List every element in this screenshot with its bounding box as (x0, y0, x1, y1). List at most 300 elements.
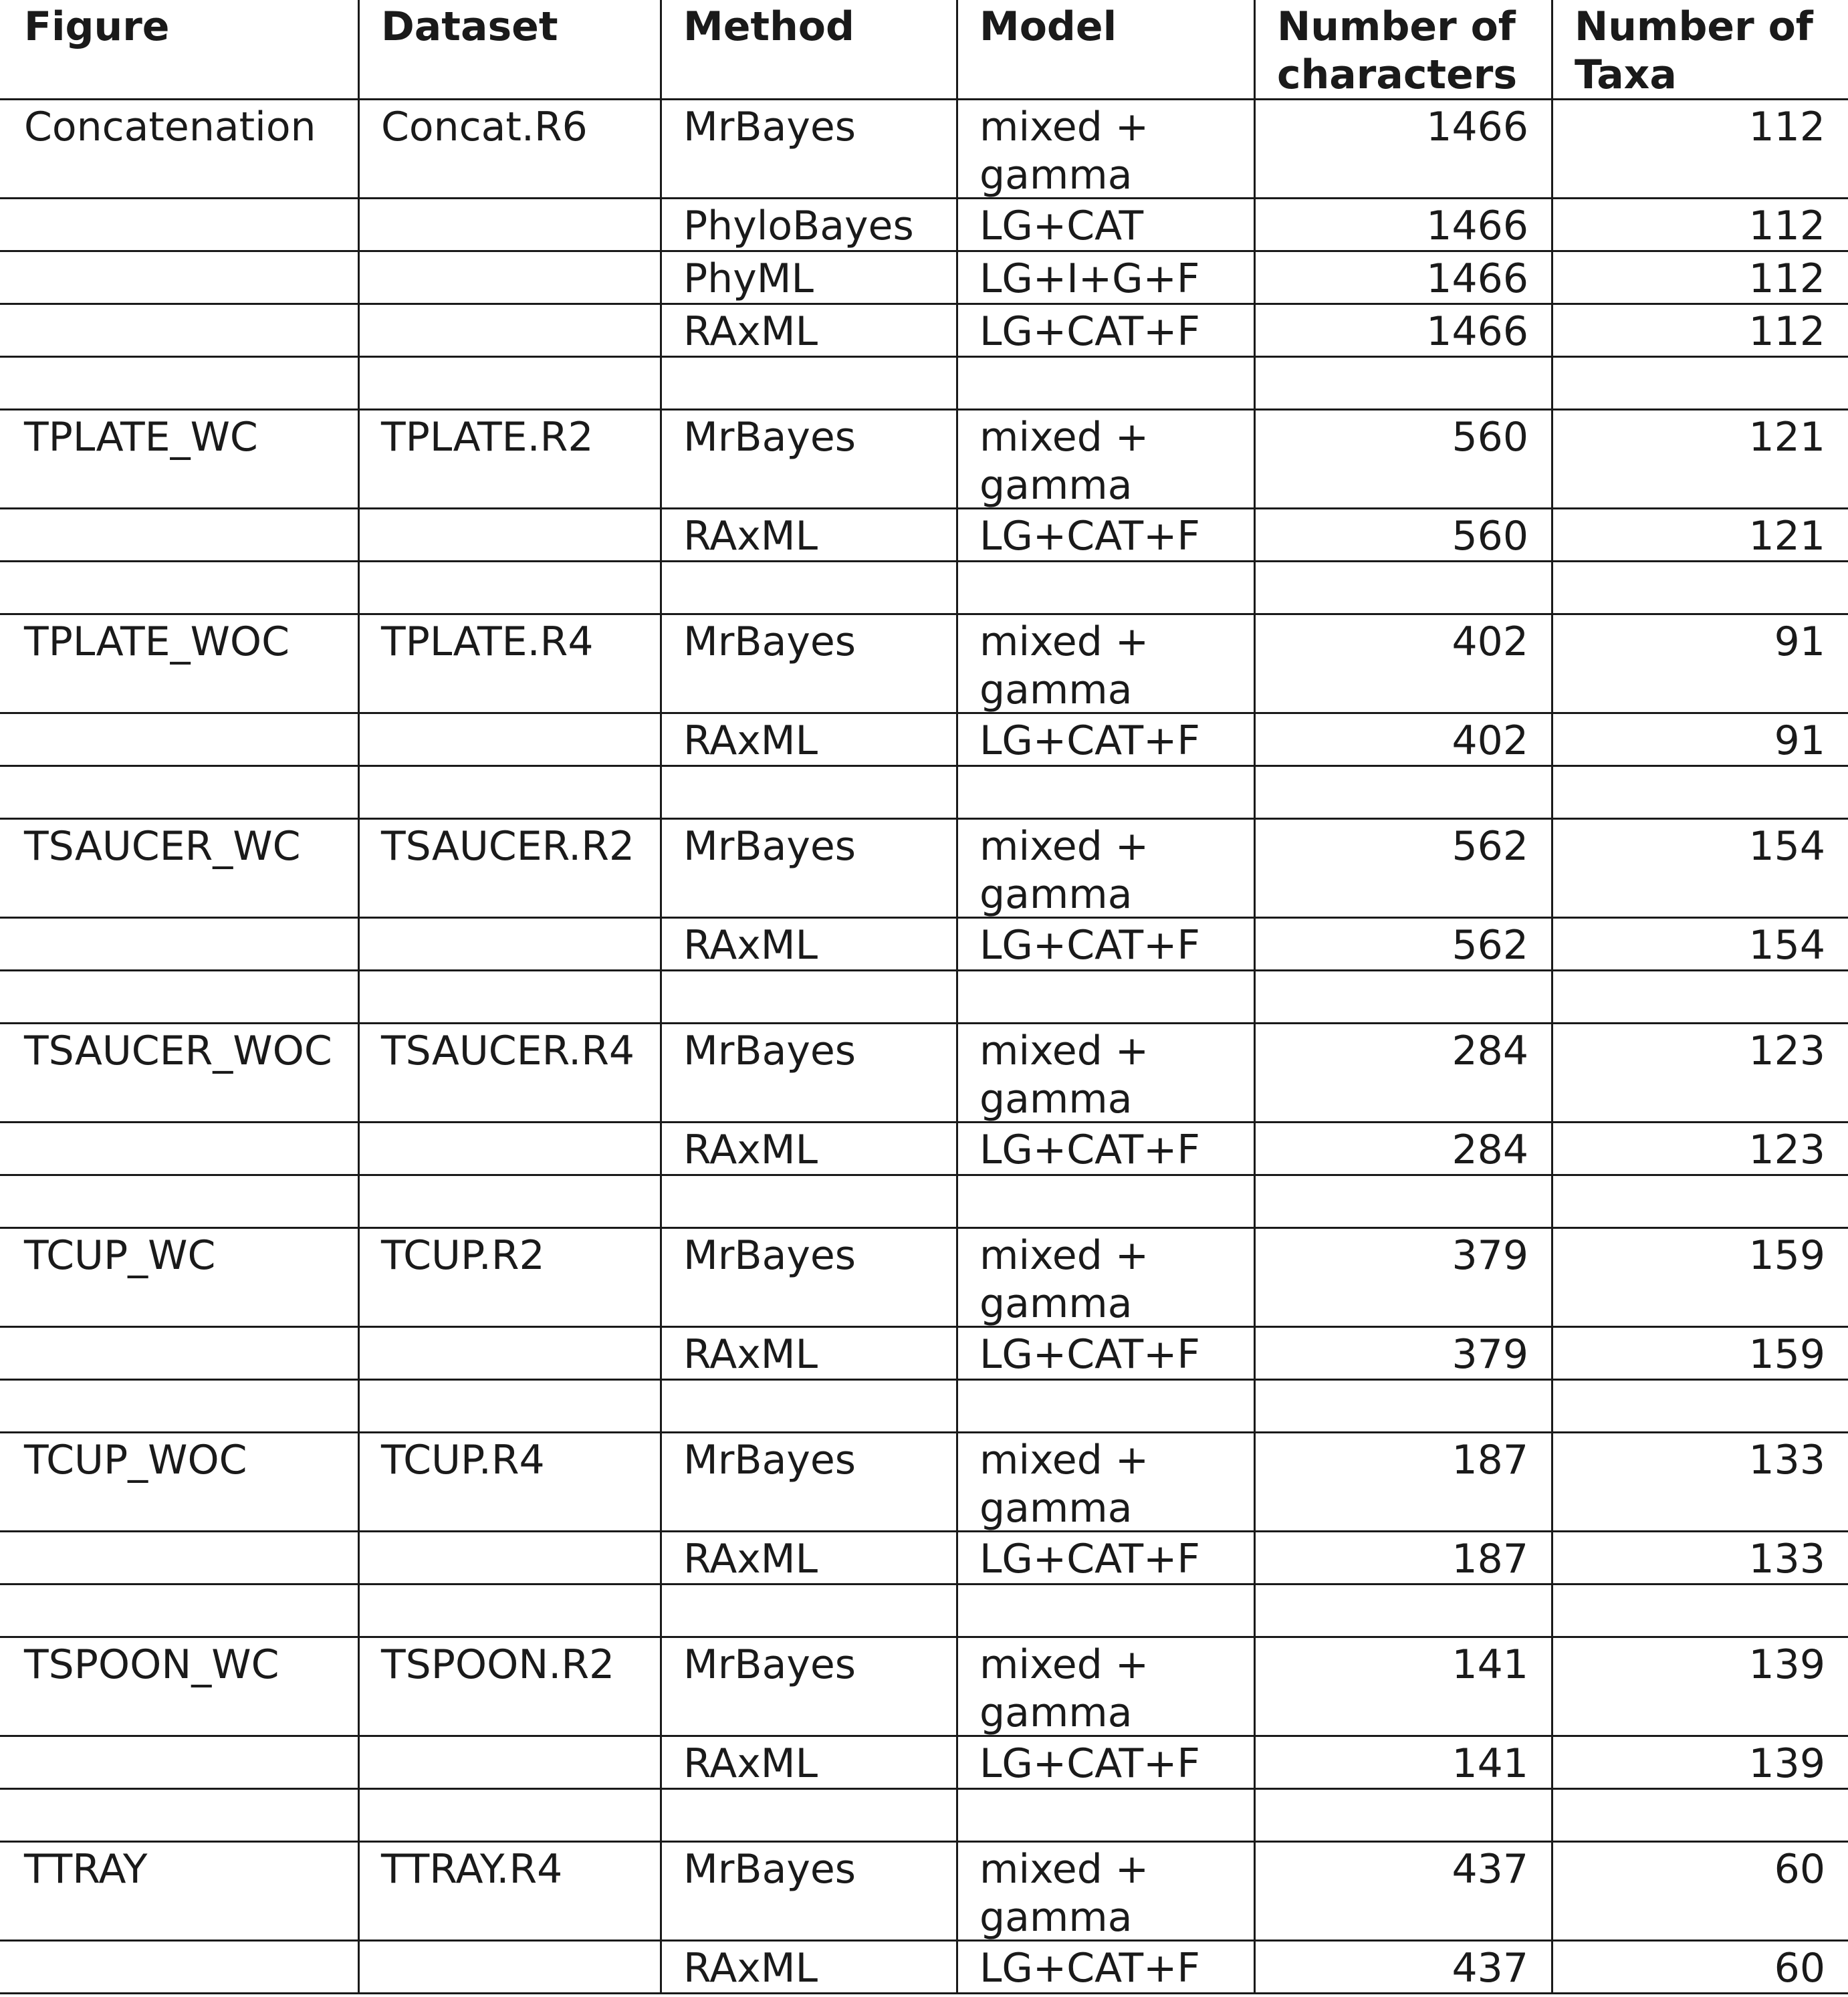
figure-cell (0, 305, 358, 356)
method-cell (660, 509, 956, 560)
model-cell (956, 410, 1254, 507)
model-cell (956, 199, 1254, 250)
cell-text: MrBayes (683, 104, 856, 150)
model-cell (956, 1843, 1254, 1940)
cell-text: Concat.R6 (381, 104, 588, 150)
characters-cell (1254, 199, 1551, 250)
empty-cell (660, 971, 956, 1022)
cell-text: TPLATE_WOC (24, 618, 290, 665)
cell-text: TTRAY.R4 (381, 1846, 563, 1893)
cell-text: 112 (1748, 255, 1825, 302)
model-cell (956, 714, 1254, 765)
characters-cell (1254, 1328, 1551, 1379)
cell-text: mixed + (979, 618, 1149, 665)
dataset-cell (358, 1737, 660, 1788)
cell-text: 562 (1452, 922, 1528, 969)
characters-cell (1254, 410, 1551, 507)
taxa-cell (1551, 100, 1848, 197)
characters-cell (1254, 305, 1551, 356)
empty-cell (1254, 358, 1551, 408)
taxa-cell (1551, 615, 1848, 712)
cell-text: mixed + (979, 414, 1149, 461)
figure-cell (0, 1024, 358, 1121)
dataset-cell (358, 410, 660, 507)
empty-cell (956, 1381, 1254, 1431)
cell-text: 284 (1452, 1127, 1528, 1173)
cell-text: 154 (1748, 823, 1825, 870)
model-cell (956, 252, 1254, 303)
cell-text: gamma (979, 667, 1133, 713)
taxa-cell (1551, 1638, 1848, 1735)
cell-text: mixed + (979, 1232, 1149, 1279)
method-cell (660, 1123, 956, 1174)
table-row (0, 509, 1848, 562)
empty-cell (1254, 1176, 1551, 1227)
model-cell (956, 509, 1254, 560)
method-cell (660, 1532, 956, 1583)
cell-text: TSAUCER.R2 (381, 823, 635, 870)
table-row (0, 1123, 1848, 1176)
figure-cell (0, 1737, 358, 1788)
cell-text: RAxML (683, 1127, 818, 1173)
spacer-row (0, 767, 1848, 820)
dataset-cell (358, 1229, 660, 1326)
figure-cell (0, 714, 358, 765)
empty-cell (0, 1381, 358, 1431)
cell-text: 402 (1452, 618, 1528, 665)
table-row (0, 199, 1848, 252)
taxa-cell (1551, 1328, 1848, 1379)
empty-cell (956, 562, 1254, 613)
taxa-cell (1551, 1229, 1848, 1326)
empty-cell (0, 971, 358, 1022)
characters-cell (1254, 252, 1551, 303)
cell-text: TPLATE.R4 (381, 618, 594, 665)
table-row (0, 615, 1848, 714)
characters-cell (1254, 1024, 1551, 1121)
cell-text: 141 (1452, 1740, 1528, 1787)
taxa-cell (1551, 509, 1848, 560)
header-label: Number of (1575, 3, 1813, 50)
figure-cell (0, 1532, 358, 1583)
cell-text: RAxML (683, 1536, 818, 1582)
dataset-cell (358, 252, 660, 303)
cell-text: 121 (1748, 414, 1825, 461)
table-row (0, 1843, 1848, 1942)
method-cell (660, 1328, 956, 1379)
empty-cell (1551, 1176, 1848, 1227)
cell-text: 437 (1452, 1945, 1528, 1992)
table-row (0, 919, 1848, 971)
cell-text: 91 (1774, 717, 1825, 764)
model-cell (956, 100, 1254, 197)
cell-text: Concatenation (24, 104, 316, 150)
figure-cell (0, 410, 358, 507)
figure-cell (0, 1123, 358, 1174)
cell-text: MrBayes (683, 1028, 856, 1074)
empty-cell (660, 562, 956, 613)
model-cell (956, 1942, 1254, 1992)
spacer-row (0, 1790, 1848, 1843)
cell-text: gamma (979, 1280, 1133, 1327)
table-row (0, 1328, 1848, 1381)
taxa-cell (1551, 1024, 1848, 1121)
table-row (0, 820, 1848, 919)
empty-cell (660, 358, 956, 408)
method-cell (660, 1843, 956, 1940)
figure-cell (0, 199, 358, 250)
dataset-cell (358, 714, 660, 765)
cell-text: TSPOON_WC (24, 1641, 279, 1688)
cell-text: 133 (1748, 1437, 1825, 1484)
cell-text: TSAUCER.R4 (381, 1028, 635, 1074)
header-dataset (358, 0, 660, 98)
header-label: Model (979, 3, 1117, 50)
table-row (0, 1737, 1848, 1790)
method-cell (660, 714, 956, 765)
cell-text: 560 (1452, 414, 1528, 461)
figure-cell (0, 509, 358, 560)
table-row (0, 714, 1848, 767)
cell-text: RAxML (683, 717, 818, 764)
header-label: characters (1277, 51, 1518, 98)
method-cell (660, 1229, 956, 1326)
characters-cell (1254, 1638, 1551, 1735)
cell-text: TSPOON.R2 (381, 1641, 615, 1688)
spacer-row (0, 971, 1848, 1024)
empty-cell (358, 358, 660, 408)
cell-text: 560 (1452, 513, 1528, 560)
empty-cell (1551, 1790, 1848, 1841)
header-method (660, 0, 956, 98)
table-row (0, 1638, 1848, 1737)
method-cell (660, 1024, 956, 1121)
method-cell (660, 820, 956, 917)
figure-cell (0, 820, 358, 917)
characters-cell (1254, 820, 1551, 917)
figure-cell (0, 1229, 358, 1326)
empty-cell (1551, 1381, 1848, 1431)
empty-cell (0, 1176, 358, 1227)
empty-cell (358, 971, 660, 1022)
cell-text: LG+CAT+F (979, 308, 1200, 355)
empty-cell (1551, 971, 1848, 1022)
cell-text: TSAUCER_WOC (24, 1028, 332, 1074)
cell-text: 91 (1774, 618, 1825, 665)
table-row (0, 252, 1848, 305)
empty-cell (1551, 358, 1848, 408)
cell-text: 121 (1748, 513, 1825, 560)
header-model (956, 0, 1254, 98)
taxa-cell (1551, 714, 1848, 765)
empty-cell (1254, 562, 1551, 613)
cell-text: PhyML (683, 255, 814, 302)
taxa-cell (1551, 1737, 1848, 1788)
figure-cell (0, 1843, 358, 1940)
empty-cell (660, 1585, 956, 1636)
dataset-cell (358, 1433, 660, 1530)
empty-cell (956, 1585, 1254, 1636)
characters-cell (1254, 1433, 1551, 1530)
model-cell (956, 305, 1254, 356)
taxa-cell (1551, 1843, 1848, 1940)
figure-cell (0, 1638, 358, 1735)
cell-text: RAxML (683, 922, 818, 969)
model-cell (956, 919, 1254, 969)
cell-text: 562 (1452, 823, 1528, 870)
spacer-row (0, 1176, 1848, 1229)
cell-text: mixed + (979, 823, 1149, 870)
cell-text: LG+CAT+F (979, 922, 1200, 969)
cell-text: 379 (1452, 1331, 1528, 1378)
header-label: Figure (24, 3, 170, 50)
cell-text: LG+CAT+F (979, 513, 1200, 560)
spacer-row (0, 1585, 1848, 1638)
cell-text: 437 (1452, 1846, 1528, 1893)
table-row (0, 100, 1848, 199)
cell-text: 187 (1452, 1437, 1528, 1484)
method-cell (660, 199, 956, 250)
table-row (0, 1532, 1848, 1585)
characters-cell (1254, 1229, 1551, 1326)
spacer-row (0, 1381, 1848, 1433)
table-row (0, 1942, 1848, 1994)
cell-text: 112 (1748, 203, 1825, 249)
cell-text: mixed + (979, 1641, 1149, 1688)
cell-text: 159 (1748, 1232, 1825, 1279)
cell-text: RAxML (683, 1945, 818, 1992)
cell-text: 154 (1748, 922, 1825, 969)
dataset-cell (358, 305, 660, 356)
taxa-cell (1551, 252, 1848, 303)
cell-text: 379 (1452, 1232, 1528, 1279)
taxa-cell (1551, 1942, 1848, 1992)
dataset-cell (358, 1638, 660, 1735)
empty-cell (358, 767, 660, 818)
characters-cell (1254, 1532, 1551, 1583)
cell-text: TCUP_WOC (24, 1437, 247, 1484)
method-cell (660, 305, 956, 356)
cell-text: LG+I+G+F (979, 255, 1200, 302)
cell-text: 112 (1748, 308, 1825, 355)
figure-cell (0, 100, 358, 197)
cell-text: gamma (979, 462, 1133, 509)
taxa-cell (1551, 1123, 1848, 1174)
figure-cell (0, 919, 358, 969)
model-cell (956, 820, 1254, 917)
header-label: Taxa (1575, 51, 1677, 98)
dataset-cell (358, 919, 660, 969)
taxa-cell (1551, 305, 1848, 356)
dataset-cell (358, 1123, 660, 1174)
cell-text: MrBayes (683, 1641, 856, 1688)
cell-text: 112 (1748, 104, 1825, 150)
cell-text: LG+CAT+F (979, 1536, 1200, 1582)
table-row (0, 410, 1848, 509)
table-row (0, 1024, 1848, 1123)
method-cell (660, 1942, 956, 1992)
characters-cell (1254, 509, 1551, 560)
cell-text: RAxML (683, 308, 818, 355)
dataset-cell (358, 1532, 660, 1583)
taxa-cell (1551, 410, 1848, 507)
table-row (0, 305, 1848, 358)
taxa-cell (1551, 919, 1848, 969)
cell-text: mixed + (979, 1437, 1149, 1484)
empty-cell (0, 767, 358, 818)
dataset-cell (358, 1328, 660, 1379)
cell-text: mixed + (979, 1846, 1149, 1893)
cell-text: RAxML (683, 513, 818, 560)
empty-cell (956, 767, 1254, 818)
cell-text: 60 (1774, 1846, 1825, 1893)
cell-text: LG+CAT+F (979, 1740, 1200, 1787)
taxa-cell (1551, 1433, 1848, 1530)
empty-cell (358, 1790, 660, 1841)
cell-text: MrBayes (683, 618, 856, 665)
model-cell (956, 1638, 1254, 1735)
empty-cell (1254, 767, 1551, 818)
method-cell (660, 615, 956, 712)
cell-text: LG+CAT+F (979, 717, 1200, 764)
cell-text: TCUP.R2 (381, 1232, 545, 1279)
header-taxa (1551, 0, 1848, 98)
cell-text: gamma (979, 1076, 1133, 1123)
cell-text: 139 (1748, 1641, 1825, 1688)
cell-text: 123 (1748, 1028, 1825, 1074)
header-row (0, 0, 1848, 100)
empty-cell (1551, 767, 1848, 818)
cell-text: MrBayes (683, 1232, 856, 1279)
model-cell (956, 1123, 1254, 1174)
cell-text: 133 (1748, 1536, 1825, 1582)
dataset-cell (358, 509, 660, 560)
cell-text: mixed + (979, 104, 1149, 150)
table-row (0, 1433, 1848, 1532)
dataset-cell (358, 1942, 660, 1992)
method-cell (660, 410, 956, 507)
method-cell (660, 252, 956, 303)
model-cell (956, 1229, 1254, 1326)
cell-text: 139 (1748, 1740, 1825, 1787)
cell-text: MrBayes (683, 414, 856, 461)
dataset-cell (358, 1024, 660, 1121)
table-row (0, 1229, 1848, 1328)
figure-cell (0, 1942, 358, 1992)
empty-cell (956, 1176, 1254, 1227)
cell-text: 1466 (1426, 255, 1528, 302)
cell-text: TTRAY (24, 1846, 148, 1893)
figure-cell (0, 252, 358, 303)
cell-text: LG+CAT+F (979, 1945, 1200, 1992)
cell-text: 159 (1748, 1331, 1825, 1378)
cell-text: gamma (979, 1485, 1133, 1532)
header-label: Dataset (381, 3, 558, 50)
empty-cell (358, 1176, 660, 1227)
dataset-cell (358, 100, 660, 197)
method-cell (660, 1638, 956, 1735)
model-cell (956, 1532, 1254, 1583)
cell-text: PhyloBayes (683, 203, 914, 249)
cell-text: gamma (979, 871, 1133, 918)
empty-cell (0, 562, 358, 613)
header-characters (1254, 0, 1551, 98)
dataset-cell (358, 615, 660, 712)
empty-cell (1254, 1790, 1551, 1841)
model-cell (956, 1737, 1254, 1788)
model-cell (956, 1024, 1254, 1121)
empty-cell (956, 1790, 1254, 1841)
cell-text: 60 (1774, 1945, 1825, 1992)
empty-cell (956, 971, 1254, 1022)
method-cell (660, 100, 956, 197)
characters-cell (1254, 1123, 1551, 1174)
cell-text: 141 (1452, 1641, 1528, 1688)
model-cell (956, 615, 1254, 712)
cell-text: LG+CAT (979, 203, 1144, 249)
empty-cell (660, 1381, 956, 1431)
cell-text: MrBayes (683, 1437, 856, 1484)
empty-cell (358, 1585, 660, 1636)
cell-text: mixed + (979, 1028, 1149, 1074)
cell-text: TPLATE.R2 (381, 414, 594, 461)
empty-cell (358, 562, 660, 613)
empty-cell (1551, 562, 1848, 613)
characters-cell (1254, 1737, 1551, 1788)
cell-text: MrBayes (683, 1846, 856, 1893)
cell-text: MrBayes (683, 823, 856, 870)
dataset-cell (358, 199, 660, 250)
cell-text: 1466 (1426, 203, 1528, 249)
method-cell (660, 1433, 956, 1530)
characters-cell (1254, 100, 1551, 197)
cell-text: 284 (1452, 1028, 1528, 1074)
cell-text: gamma (979, 152, 1133, 199)
taxa-cell (1551, 820, 1848, 917)
cell-text: TSAUCER_WC (24, 823, 301, 870)
empty-cell (1254, 1381, 1551, 1431)
characters-cell (1254, 1843, 1551, 1940)
empty-cell (0, 358, 358, 408)
spacer-row (0, 562, 1848, 615)
cell-text: 1466 (1426, 104, 1528, 150)
characters-cell (1254, 919, 1551, 969)
model-cell (956, 1328, 1254, 1379)
header-figure (0, 0, 358, 98)
cell-text: RAxML (683, 1331, 818, 1378)
cell-text: LG+CAT+F (979, 1127, 1200, 1173)
figure-cell (0, 1433, 358, 1530)
cell-text: gamma (979, 1894, 1133, 1941)
taxa-cell (1551, 1532, 1848, 1583)
cell-text: 123 (1748, 1127, 1825, 1173)
taxa-cell (1551, 199, 1848, 250)
method-cell (660, 1737, 956, 1788)
characters-cell (1254, 714, 1551, 765)
cell-text: TCUP.R4 (381, 1437, 545, 1484)
dataset-cell (358, 820, 660, 917)
cell-text: 402 (1452, 717, 1528, 764)
empty-cell (660, 1176, 956, 1227)
model-cell (956, 1433, 1254, 1530)
characters-cell (1254, 615, 1551, 712)
cell-text: TPLATE_WC (24, 414, 258, 461)
header-label: Method (683, 3, 854, 50)
spacer-row (0, 358, 1848, 410)
empty-cell (956, 358, 1254, 408)
cell-text: 187 (1452, 1536, 1528, 1582)
empty-cell (1551, 1585, 1848, 1636)
